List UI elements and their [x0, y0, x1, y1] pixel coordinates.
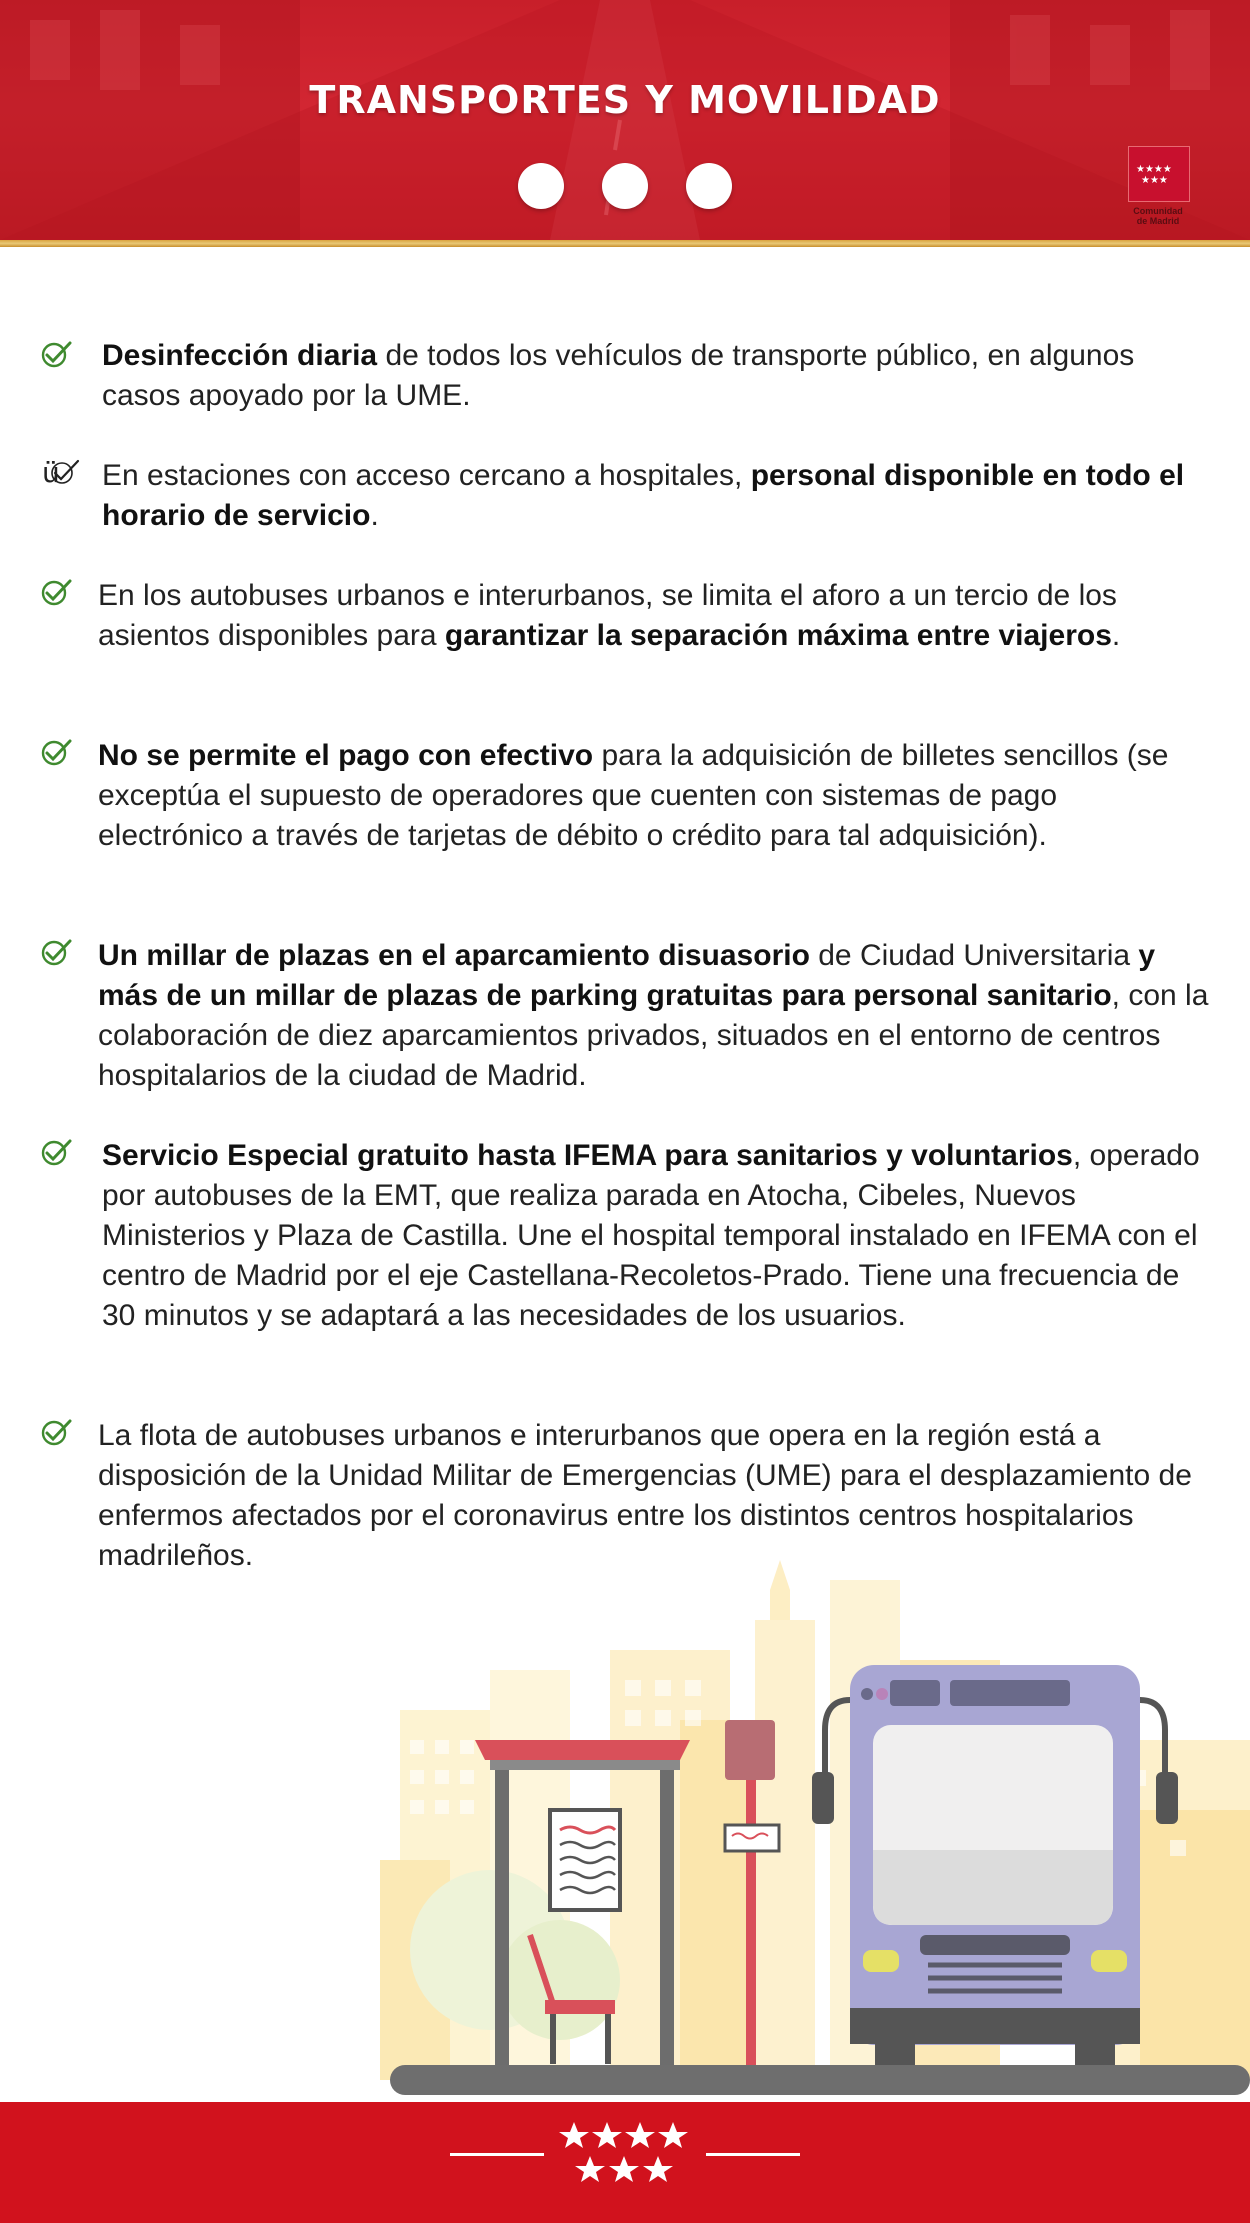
dot-icon — [686, 163, 732, 209]
list-item-text — [98, 1416, 1208, 1576]
text: de Ciudad Universitaria — [809, 939, 1139, 972]
text: En los autobuses urbanos e interurbanos, se limita el aforo a un tercio de los asientos disponibles para — [98, 579, 1117, 652]
bold-text: Un millar de plazas en el aparcamiento disuasorio — [98, 939, 810, 972]
check-icon — [40, 1138, 74, 1168]
bold-text: garantizar la separación máxima entre viajeros — [444, 619, 1112, 652]
dot-icon — [602, 163, 648, 209]
check-icon — [40, 738, 74, 768]
text: para la adquisición de billetes sencillos (se exceptúa el supuesto de operadores que cuenten con sistemas de pago electrónico a través de tarjetas de débito o crédito para tal adquisición). — [98, 739, 1169, 852]
footer-divider-left — [450, 2153, 544, 2156]
bold-text: y más de un millar de plazas de parking gratuitas para personal sanitario — [98, 939, 1156, 1012]
list-item-text — [102, 336, 1212, 416]
bold-text: No se permite el pago con efectivo — [98, 739, 594, 772]
list-item-text — [102, 456, 1212, 536]
bold-text: Desinfección diaria — [102, 339, 378, 372]
comunidad-de-madrid-logo — [1126, 146, 1190, 230]
bus-stop-illustration — [380, 1560, 1250, 2100]
check-icon — [48, 458, 82, 488]
check-icon — [40, 938, 74, 968]
svg-text:★★★: ★★★ — [1141, 175, 1168, 186]
list-item-text — [98, 576, 1208, 656]
check-icon — [40, 340, 74, 370]
text: . — [1111, 619, 1121, 652]
seven-stars-icon — [558, 2120, 692, 2190]
bus-icon — [812, 1665, 1178, 2074]
ground-bar — [390, 2065, 1250, 2095]
header-banner — [0, 0, 1250, 240]
text: , operado por autobuses de la EMT, que realiza parada en Atocha, Cibeles, Nuevos Ministerios y Plaza de Castilla. Une el hospital temporal instalado en IFEMA con el centro de Madrid por el eje Castellana-Recoletos-Prado. Tiene una frecuencia de 30 minutos y se adaptará a las necesidades de los usuarios. — [102, 1139, 1200, 1332]
text: . — [370, 499, 379, 532]
stars-icon — [1134, 162, 1184, 186]
bold-text: personal disponible en todo el horario de servicio — [102, 459, 1185, 532]
logo-caption-line2: de Madrid — [1136, 216, 1180, 226]
dot-icon — [518, 163, 564, 209]
list-item-text — [98, 736, 1208, 856]
text: La flota de autobuses urbanos e interurbanos que opera en la región está a disposición de la Unidad Militar de Emergencias (UME) para el desplazamiento de enfermos afectados por el coronavirus entre los distintos centros hospitalarios madrileños. — [98, 1419, 1192, 1572]
header-gold-border — [0, 240, 1250, 247]
madrid-flag-icon — [1128, 146, 1190, 202]
page-title: TRANSPORTES Y MOVILIDAD — [309, 78, 941, 122]
check-icon — [40, 1418, 74, 1448]
svg-text:★★★★: ★★★★ — [1136, 164, 1172, 175]
decorative-dots — [518, 163, 732, 213]
text: , con la colaboración de diez aparcamientos privados, situados en el entorno de centros hospitalarios de la ciudad de Madrid. — [98, 979, 1209, 1092]
bold-text: Servicio Especial gratuito hasta IFEMA para sanitarios y voluntarios — [102, 1139, 1073, 1172]
list-item-text — [102, 1136, 1212, 1336]
text: En estaciones con acceso cercano a hospitales, — [102, 459, 751, 492]
logo-caption — [1126, 206, 1190, 226]
check-glyph-icon: ü — [42, 456, 60, 489]
footer-divider-right — [706, 2153, 800, 2156]
list-item-text — [98, 936, 1218, 1096]
footer-bar — [0, 2102, 1250, 2223]
text: de todos los vehículos de transporte público, en algunos casos apoyado por la UME. — [102, 339, 1135, 412]
check-icon — [40, 578, 74, 608]
logo-caption-line1: Comunidad — [1133, 206, 1183, 216]
